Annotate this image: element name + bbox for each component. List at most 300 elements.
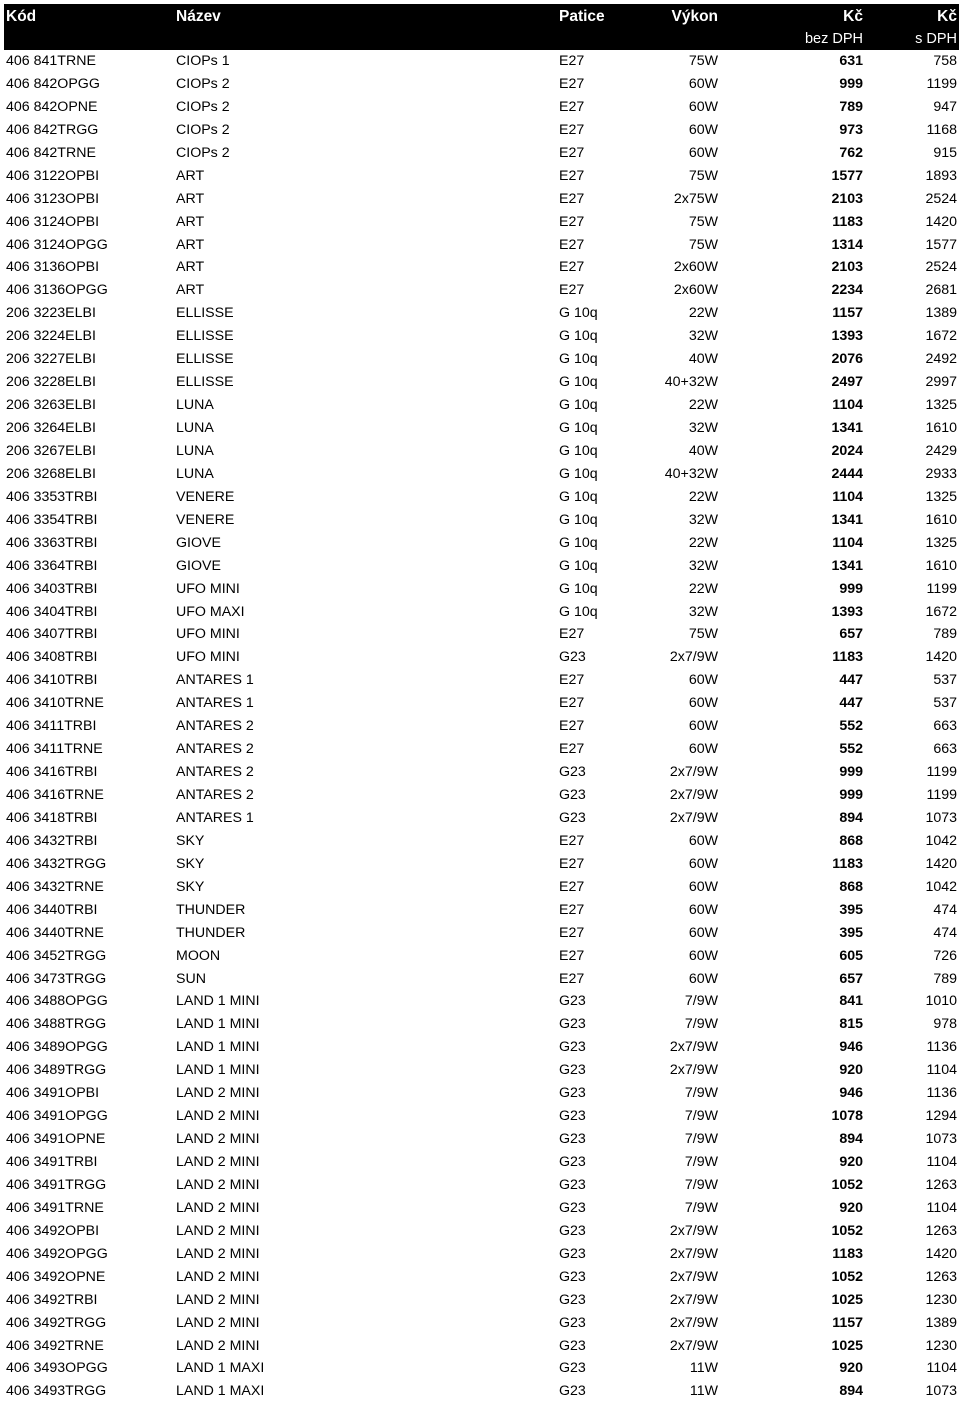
cell-price-bez-dph: 1341: [831, 511, 863, 528]
cell-patice: G23: [559, 1268, 586, 1285]
table-row: [4, 1380, 959, 1403]
cell-nazev: LAND 1 MAXI: [176, 1360, 265, 1377]
table-row: [4, 302, 959, 325]
cell-price-s-dph: 1672: [925, 603, 957, 620]
cell-nazev: ART: [176, 213, 205, 230]
cell-vykon: 75W: [688, 236, 718, 253]
cell-price-s-dph: 1389: [925, 305, 957, 322]
table-row: [4, 784, 959, 807]
cell-kod: 406 3492TRBI: [6, 1291, 98, 1308]
cell-kod: 406 3491OPGG: [6, 1108, 108, 1125]
cell-patice: E27: [559, 75, 585, 92]
cell-kod: 406 3363TRBI: [6, 534, 98, 551]
cell-price-bez-dph: 868: [839, 832, 863, 849]
cell-price-bez-dph: 552: [839, 741, 863, 758]
cell-vykon: 2x7/9W: [669, 1222, 718, 1239]
cell-nazev: ART: [176, 259, 205, 276]
cell-kod: 406 3407TRBI: [6, 626, 98, 643]
cell-vykon: 7/9W: [684, 993, 718, 1010]
cell-patice: G 10q: [559, 328, 598, 345]
table-row: [4, 188, 959, 211]
cell-vykon: 32W: [688, 603, 718, 620]
cell-nazev: LUNA: [176, 442, 214, 459]
cell-price-s-dph: 978: [933, 1016, 957, 1033]
cell-kod: 406 3488OPGG: [6, 993, 108, 1010]
cell-vykon: 22W: [688, 580, 718, 597]
table-header: [4, 4, 959, 50]
cell-kod: 406 3408TRBI: [6, 649, 98, 666]
cell-nazev: ELLISSE: [176, 374, 234, 391]
cell-price-s-dph: 1263: [925, 1176, 957, 1193]
cell-price-bez-dph: 1341: [831, 557, 863, 574]
cell-vykon: 60W: [688, 970, 718, 987]
cell-kod: 406 3491TRNE: [6, 1199, 104, 1216]
cell-price-s-dph: 663: [933, 741, 957, 758]
cell-patice: E27: [559, 947, 585, 964]
cell-kod: 406 3492TRNE: [6, 1337, 104, 1354]
cell-price-bez-dph: 920: [839, 1062, 863, 1079]
table-row: [4, 348, 959, 371]
table-row: [4, 50, 959, 73]
cell-patice: G 10q: [559, 351, 598, 368]
cell-patice: E27: [559, 672, 585, 689]
cell-kod: 406 3124OPGG: [6, 236, 108, 253]
cell-price-s-dph: 2429: [925, 442, 957, 459]
cell-patice: G 10q: [559, 488, 598, 505]
header-kod: Kód: [6, 8, 37, 25]
cell-patice: G23: [559, 1383, 586, 1400]
cell-price-bez-dph: 1052: [831, 1222, 863, 1239]
cell-nazev: LAND 2 MINI: [176, 1199, 260, 1216]
cell-nazev: ELLISSE: [176, 328, 234, 345]
header-s-dph: s DPH: [915, 31, 957, 47]
cell-nazev: UFO MINI: [176, 649, 240, 666]
cell-nazev: LAND 2 MINI: [176, 1154, 260, 1170]
cell-price-s-dph: 1420: [925, 1245, 957, 1262]
cell-kod: 406 3418TRBI: [6, 809, 98, 826]
table-row: [4, 646, 959, 669]
cell-price-bez-dph: 1577: [831, 167, 863, 184]
table-row: [4, 142, 959, 165]
cell-price-bez-dph: 868: [839, 878, 863, 895]
cell-kod: 406 3416TRBI: [6, 764, 98, 781]
cell-price-bez-dph: 841: [839, 993, 863, 1010]
cell-patice: G23: [559, 1131, 586, 1148]
cell-patice: E27: [559, 878, 585, 895]
cell-patice: G23: [559, 1199, 586, 1216]
cell-kod: 406 3440TRBI: [6, 901, 98, 918]
cell-price-bez-dph: 894: [839, 1383, 863, 1400]
cell-kod: 406 3488TRGG: [6, 1016, 107, 1033]
cell-price-s-dph: 2933: [925, 465, 957, 482]
cell-vykon: 7/9W: [684, 1176, 718, 1193]
table-row: [4, 853, 959, 876]
cell-nazev: UFO MAXI: [176, 603, 245, 620]
cell-patice: E27: [559, 121, 585, 138]
cell-price-bez-dph: 395: [839, 924, 863, 941]
cell-price-bez-dph: 1078: [831, 1108, 863, 1125]
cell-vykon: 60W: [688, 695, 718, 712]
table-row: [4, 555, 959, 578]
table-row: [4, 601, 959, 624]
cell-nazev: ART: [176, 236, 205, 253]
cell-vykon: 2x7/9W: [669, 764, 718, 781]
cell-vykon: 2x7/9W: [669, 1268, 718, 1285]
cell-price-s-dph: 2524: [925, 259, 957, 276]
cell-vykon: 11W: [689, 1360, 718, 1377]
cell-price-bez-dph: 1104: [832, 534, 863, 551]
table-row: [4, 1266, 959, 1289]
cell-nazev: SKY: [176, 878, 205, 895]
cell-price-bez-dph: 1341: [831, 420, 863, 436]
cell-price-s-dph: 1577: [925, 236, 957, 253]
cell-patice: G23: [559, 649, 586, 666]
cell-price-s-dph: 1104: [926, 1062, 957, 1079]
cell-price-bez-dph: 1183: [832, 213, 863, 230]
cell-price-s-dph: 1420: [925, 649, 957, 666]
cell-price-bez-dph: 2234: [831, 282, 863, 299]
cell-vykon: 60W: [688, 741, 718, 758]
cell-patice: E27: [559, 282, 585, 299]
table-row: [4, 165, 959, 188]
cell-kod: 206 3223ELBI: [6, 305, 96, 322]
cell-kod: 406 3404TRBI: [6, 603, 98, 620]
cell-kod: 406 3353TRBI: [6, 488, 98, 505]
cell-patice: E27: [559, 167, 585, 184]
cell-price-s-dph: 1420: [925, 855, 957, 872]
cell-price-s-dph: 2524: [925, 190, 957, 207]
cell-patice: G 10q: [559, 557, 598, 574]
cell-price-s-dph: 1325: [925, 488, 957, 505]
cell-vykon: 7/9W: [684, 1085, 718, 1102]
cell-nazev: LUNA: [176, 465, 214, 482]
cell-vykon: 2x75W: [673, 190, 718, 207]
cell-kod: 406 3489TRGG: [6, 1062, 107, 1079]
cell-kod: 406 3492TRGG: [6, 1314, 107, 1331]
cell-patice: E27: [559, 190, 585, 207]
cell-price-s-dph: 1294: [925, 1108, 957, 1125]
cell-price-bez-dph: 1052: [831, 1176, 863, 1193]
cell-vykon: 2x7/9W: [669, 649, 718, 666]
cell-patice: G23: [559, 1222, 586, 1239]
table-row: [4, 692, 959, 715]
cell-kod: 406 3411TRBI: [6, 718, 97, 735]
cell-vykon: 75W: [688, 626, 718, 643]
cell-kod: 406 3492OPBI: [6, 1222, 100, 1239]
cell-nazev: GIOVE: [176, 557, 221, 574]
cell-kod: 406 3492OPNE: [6, 1268, 106, 1285]
cell-price-bez-dph: 1025: [831, 1337, 863, 1354]
header-row-titles: [4, 6, 959, 28]
cell-kod: 406 3136OPGG: [6, 282, 108, 299]
header-patice: Patice: [559, 8, 605, 25]
table-row: [4, 325, 959, 348]
table-row: [4, 807, 959, 830]
cell-price-s-dph: 537: [933, 695, 957, 712]
cell-patice: G23: [559, 764, 586, 781]
cell-price-s-dph: 2997: [925, 374, 957, 391]
table-row: [4, 738, 959, 761]
table-row: [4, 394, 959, 417]
cell-kod: 406 3493OPGG: [6, 1360, 108, 1377]
cell-nazev: LAND 1 MINI: [176, 1062, 260, 1079]
table-row: [4, 922, 959, 945]
cell-price-bez-dph: 1157: [832, 305, 863, 322]
cell-vykon: 32W: [688, 420, 718, 436]
cell-price-s-dph: 537: [933, 672, 957, 689]
cell-price-s-dph: 474: [933, 924, 957, 941]
cell-nazev: CIOPs 2: [176, 98, 230, 115]
cell-kod: 406 3364TRBI: [6, 557, 98, 574]
cell-kod: 406 842OPNE: [6, 98, 98, 115]
cell-nazev: LAND 1 MINI: [176, 1016, 260, 1033]
cell-price-s-dph: 1104: [926, 1199, 957, 1216]
cell-price-bez-dph: 1393: [831, 328, 863, 345]
cell-kod: 406 3452TRGG: [6, 947, 107, 964]
cell-price-s-dph: 663: [933, 718, 957, 735]
cell-patice: G 10q: [559, 420, 598, 436]
table-row: [4, 371, 959, 394]
cell-nazev: SUN: [176, 970, 206, 987]
table-row: [4, 1013, 959, 1036]
table-row: [4, 1036, 959, 1059]
cell-patice: G23: [559, 1291, 586, 1308]
cell-price-s-dph: 1199: [926, 787, 957, 803]
cell-price-s-dph: 2681: [925, 282, 957, 299]
cell-vykon: 22W: [688, 305, 718, 322]
cell-vykon: 2x60W: [673, 282, 718, 299]
cell-patice: G23: [559, 1176, 586, 1193]
table-row: [4, 1174, 959, 1197]
header-vykon: Výkon: [671, 8, 718, 25]
cell-kod: 406 3432TRGG: [6, 855, 107, 872]
table-body: [4, 50, 959, 1403]
cell-kod: 206 3268ELBI: [6, 465, 96, 482]
table-row: [4, 876, 959, 899]
cell-nazev: VENERE: [176, 488, 235, 505]
cell-nazev: LAND 2 MINI: [176, 1291, 260, 1308]
cell-patice: G23: [559, 1245, 586, 1262]
cell-price-bez-dph: 395: [839, 901, 863, 918]
cell-vykon: 7/9W: [684, 1108, 718, 1125]
table-row: [4, 899, 959, 922]
cell-price-s-dph: 1042: [925, 878, 957, 895]
cell-price-s-dph: 1610: [925, 420, 957, 436]
cell-price-bez-dph: 789: [839, 98, 863, 115]
cell-patice: G23: [559, 1039, 586, 1056]
cell-price-bez-dph: 2444: [831, 465, 863, 482]
cell-patice: E27: [559, 259, 585, 276]
cell-price-s-dph: 1168: [926, 121, 957, 138]
cell-kod: 206 3224ELBI: [6, 328, 96, 345]
cell-kod: 406 3136OPBI: [6, 259, 100, 276]
cell-vykon: 2x7/9W: [669, 1062, 718, 1079]
cell-vykon: 7/9W: [684, 1199, 718, 1216]
table-row: [4, 669, 959, 692]
cell-price-bez-dph: 920: [839, 1154, 863, 1170]
cell-price-s-dph: 789: [933, 626, 957, 643]
cell-kod: 406 3411TRNE: [6, 741, 103, 758]
cell-nazev: THUNDER: [176, 924, 246, 941]
table-row: [4, 532, 959, 555]
cell-patice: E27: [559, 741, 585, 758]
cell-vykon: 2x7/9W: [669, 1291, 718, 1308]
cell-price-s-dph: 1073: [925, 1131, 957, 1148]
table-row: [4, 509, 959, 532]
cell-nazev: LAND 2 MINI: [176, 1176, 260, 1193]
cell-price-bez-dph: 2103: [831, 190, 863, 207]
header-bez-dph: bez DPH: [804, 31, 863, 47]
cell-vykon: 75W: [688, 213, 718, 230]
table-row: [4, 96, 959, 119]
table-row: [4, 968, 959, 991]
cell-price-s-dph: 1325: [925, 534, 957, 551]
cell-price-s-dph: 1325: [925, 397, 957, 414]
table-row: [4, 830, 959, 853]
cell-nazev: LAND 2 MINI: [176, 1268, 260, 1285]
cell-nazev: LAND 1 MAXI: [176, 1383, 265, 1400]
table-row: [4, 578, 959, 601]
cell-kod: 406 3410TRNE: [6, 695, 104, 712]
cell-patice: G23: [559, 1085, 586, 1102]
cell-patice: G23: [559, 1016, 586, 1033]
cell-patice: E27: [559, 901, 585, 918]
cell-nazev: ELLISSE: [176, 351, 234, 368]
cell-price-s-dph: 915: [933, 144, 957, 161]
cell-patice: G23: [559, 1314, 586, 1331]
cell-vykon: 32W: [688, 511, 718, 528]
table-row: [4, 990, 959, 1013]
cell-kod: 406 3432TRBI: [6, 832, 98, 849]
cell-nazev: LAND 2 MINI: [176, 1108, 260, 1125]
table-row: [4, 623, 959, 646]
cell-vykon: 32W: [688, 557, 718, 574]
table-row: [4, 761, 959, 784]
cell-price-s-dph: 1230: [925, 1291, 957, 1308]
cell-nazev: SKY: [176, 855, 205, 872]
cell-patice: G23: [559, 1154, 586, 1170]
cell-price-s-dph: 1073: [925, 809, 957, 826]
cell-patice: G 10q: [559, 603, 598, 620]
cell-kod: 406 842TRGG: [6, 121, 99, 138]
cell-nazev: ELLISSE: [176, 305, 234, 322]
cell-vykon: 7/9W: [684, 1131, 718, 1148]
table-row: [4, 1335, 959, 1358]
cell-kod: 406 3440TRNE: [6, 924, 104, 941]
cell-price-s-dph: 1104: [926, 1360, 957, 1377]
cell-kod: 406 3491TRBI: [6, 1154, 98, 1170]
cell-nazev: CIOPs 1: [176, 53, 230, 69]
table-row: [4, 1151, 959, 1174]
cell-nazev: ART: [176, 167, 205, 184]
cell-vykon: 32W: [688, 328, 718, 345]
cell-vykon: 60W: [688, 121, 718, 138]
cell-nazev: LAND 2 MINI: [176, 1314, 260, 1331]
cell-price-bez-dph: 999: [839, 75, 863, 92]
cell-price-bez-dph: 1183: [832, 1245, 863, 1262]
cell-nazev: ART: [176, 190, 205, 207]
cell-kod: 406 841TRNE: [6, 53, 96, 69]
cell-vykon: 60W: [688, 878, 718, 895]
cell-price-s-dph: 1199: [926, 764, 957, 781]
cell-price-s-dph: 758: [933, 53, 957, 69]
table-row: [4, 440, 959, 463]
cell-kod: 206 3227ELBI: [6, 351, 96, 368]
cell-kod: 406 3432TRNE: [6, 878, 104, 895]
cell-vykon: 22W: [688, 397, 718, 414]
cell-nazev: CIOPs 2: [176, 75, 230, 92]
cell-patice: G 10q: [559, 374, 598, 391]
cell-vykon: 22W: [688, 488, 718, 505]
table-row: [4, 486, 959, 509]
cell-price-s-dph: 474: [933, 901, 957, 918]
cell-vykon: 60W: [688, 98, 718, 115]
cell-patice: G 10q: [559, 305, 598, 322]
table-row: [4, 945, 959, 968]
cell-vykon: 60W: [688, 855, 718, 872]
cell-nazev: LAND 2 MINI: [176, 1131, 260, 1148]
cell-patice: G 10q: [559, 442, 598, 459]
cell-vykon: 60W: [688, 901, 718, 918]
cell-price-bez-dph: 2076: [831, 351, 863, 368]
cell-price-s-dph: 1263: [925, 1222, 957, 1239]
cell-vykon: 60W: [688, 924, 718, 941]
cell-vykon: 40+32W: [664, 465, 718, 482]
cell-vykon: 2x7/9W: [669, 809, 718, 826]
cell-kod: 206 3228ELBI: [6, 374, 96, 391]
cell-price-bez-dph: 2024: [831, 442, 863, 459]
cell-vykon: 2x7/9W: [669, 1245, 718, 1262]
cell-patice: G23: [559, 787, 586, 803]
cell-vykon: 7/9W: [684, 1016, 718, 1033]
cell-kod: 206 3267ELBI: [6, 442, 96, 459]
cell-price-s-dph: 726: [933, 947, 957, 964]
cell-price-bez-dph: 447: [839, 695, 863, 712]
cell-price-s-dph: 1010: [925, 993, 957, 1010]
cell-patice: G23: [559, 1360, 586, 1377]
cell-price-s-dph: 1104: [926, 1154, 957, 1170]
cell-price-s-dph: 1199: [926, 75, 957, 92]
cell-price-bez-dph: 631: [839, 53, 863, 69]
cell-vykon: 2x60W: [673, 259, 718, 276]
cell-vykon: 2x7/9W: [669, 787, 718, 803]
cell-vykon: 60W: [688, 672, 718, 689]
cell-kod: 406 3122OPBI: [6, 167, 100, 184]
cell-price-bez-dph: 762: [839, 144, 863, 161]
cell-vykon: 75W: [688, 167, 718, 184]
cell-kod: 406 842OPGG: [6, 75, 100, 92]
cell-price-bez-dph: 894: [839, 809, 863, 826]
cell-vykon: 2x7/9W: [669, 1039, 718, 1056]
cell-vykon: 60W: [688, 832, 718, 849]
cell-kod: 406 3492OPGG: [6, 1245, 108, 1262]
cell-vykon: 2x7/9W: [669, 1314, 718, 1331]
cell-vykon: 11W: [689, 1383, 718, 1400]
cell-nazev: UFO MINI: [176, 580, 240, 597]
cell-price-bez-dph: 605: [839, 947, 863, 964]
cell-vykon: 60W: [688, 75, 718, 92]
cell-kod: 206 3264ELBI: [6, 420, 96, 436]
cell-nazev: CIOPs 2: [176, 144, 230, 161]
cell-price-s-dph: 1136: [926, 1085, 957, 1102]
cell-vykon: 40+32W: [664, 374, 718, 391]
cell-vykon: 22W: [688, 534, 718, 551]
table-row: [4, 417, 959, 440]
cell-price-bez-dph: 999: [839, 764, 863, 781]
cell-patice: E27: [559, 718, 585, 735]
cell-kod: 206 3263ELBI: [6, 397, 96, 414]
cell-price-s-dph: 1073: [925, 1383, 957, 1400]
